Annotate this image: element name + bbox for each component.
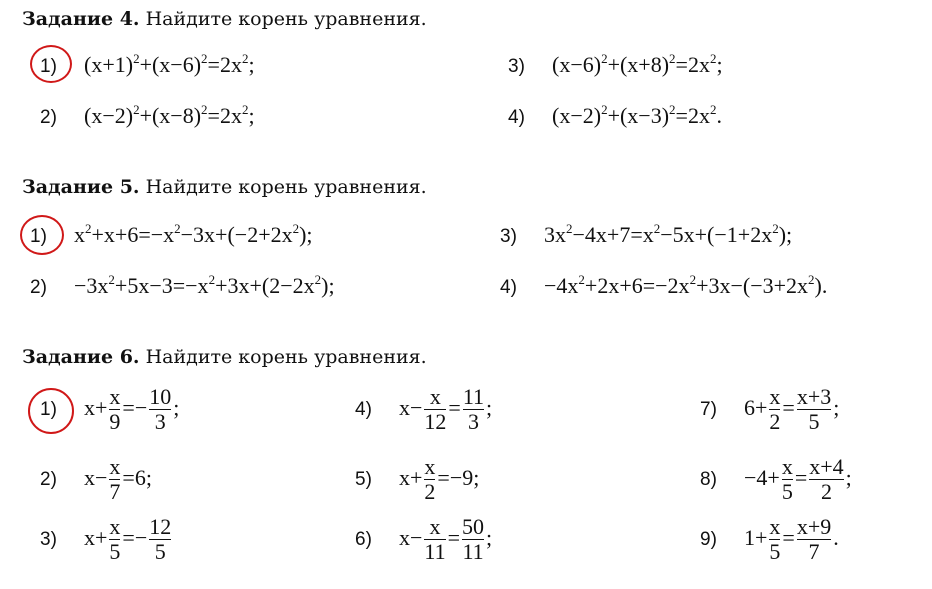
- item-number: 5): [355, 468, 372, 490]
- answer-circle-mark: [30, 45, 72, 83]
- fraction: [809, 455, 843, 504]
- task6-item-2: [40, 455, 152, 504]
- task6-title: [22, 346, 427, 368]
- task5-title: [22, 176, 427, 198]
- fraction: [797, 385, 831, 434]
- equation-lhs: −4+: [744, 464, 780, 490]
- denominator: 3: [154, 409, 166, 434]
- fraction: [462, 515, 484, 564]
- equation: $(x-6)^2+(x+8)^2=2x^2$;: [552, 51, 723, 77]
- equation: [744, 514, 839, 564]
- task6-item-8: [700, 455, 852, 504]
- denominator: 9: [109, 409, 121, 434]
- task4-title: [22, 8, 427, 30]
- task5-item-3: [500, 222, 792, 248]
- equation-lhs: x+: [84, 524, 108, 550]
- denominator: 5: [769, 539, 781, 564]
- item-number: 1): [30, 226, 47, 247]
- denominator: 7: [808, 539, 820, 564]
- equation-lhs: x−: [84, 464, 108, 490]
- numerator: x: [424, 454, 436, 479]
- equation: $(x-2)^2+(x-8)^2=2x^2$;: [84, 102, 255, 128]
- fraction: [769, 385, 780, 434]
- equation: [84, 454, 152, 504]
- item-number: 2): [40, 107, 57, 128]
- numerator: x+3: [796, 384, 832, 409]
- item-number: 3): [508, 56, 525, 77]
- numerator: x: [109, 454, 121, 479]
- item-number: 7): [700, 398, 717, 420]
- equals-part: =: [782, 524, 795, 550]
- task5-item-1: [30, 222, 313, 248]
- fraction: [769, 515, 780, 564]
- denominator: 5: [808, 409, 820, 434]
- terminator: ;: [173, 394, 180, 420]
- fraction: [424, 385, 446, 434]
- fraction: [109, 515, 120, 564]
- equation-lhs: 1+: [744, 524, 768, 550]
- denominator: 12: [424, 409, 447, 434]
- fraction: [424, 515, 445, 564]
- task5-item-4: [500, 273, 827, 299]
- equation: $(x-2)^2+(x-3)^2=2x^2$.: [552, 102, 722, 128]
- numerator: x+9: [796, 514, 832, 539]
- item-number: 4): [508, 107, 525, 128]
- terminator: ;: [486, 524, 493, 550]
- equation: [399, 454, 480, 504]
- terminator: ;: [833, 394, 840, 420]
- task6-item-5: [355, 455, 479, 504]
- task4-item-4: [508, 103, 722, 129]
- equals-part: =: [794, 464, 808, 490]
- equation: $-4x^2+2x+6=-2x^2+3x-(-3+2x^2)$.: [544, 272, 828, 298]
- equals-part: =: [782, 394, 795, 420]
- equation: $(x+1)^2+(x-6)^2=2x^2$;: [84, 51, 255, 77]
- equation-lhs: 6+: [744, 394, 768, 420]
- numerator: 11: [462, 384, 485, 409]
- equals-part: =: [448, 394, 461, 420]
- equals-part: =6;: [122, 464, 152, 490]
- item-number: 9): [700, 528, 717, 550]
- task6-instruction: Найдите корень уравнения.: [145, 346, 427, 368]
- numerator: x: [109, 384, 121, 409]
- numerator: x: [769, 384, 781, 409]
- answer-circle-mark: [28, 388, 74, 434]
- equation: [84, 514, 173, 564]
- numerator: x+4: [809, 454, 844, 479]
- task6-item-7: [700, 385, 839, 434]
- item-number: 3): [40, 528, 57, 550]
- numerator: x: [429, 514, 441, 539]
- task4-item-1: [40, 52, 255, 78]
- equation: $3x^2-4x+7=x^2-5x+(-1+2x^2)$;: [544, 221, 793, 247]
- equation: $x^2+x+6=-x^2-3x+(-2+2x^2)$;: [74, 221, 313, 247]
- fraction: [149, 515, 171, 564]
- denominator: 5: [154, 539, 166, 564]
- fraction: [109, 385, 120, 434]
- answer-circle-mark: [20, 215, 64, 255]
- terminator: .: [833, 524, 839, 550]
- numerator: 10: [149, 384, 172, 409]
- equation: [744, 454, 852, 504]
- task6-item-6: [355, 515, 492, 564]
- task4-item-3: [508, 52, 723, 78]
- task6-item-9: [700, 515, 839, 564]
- equation-lhs: x+: [399, 464, 423, 490]
- equation: [399, 514, 493, 564]
- denominator: 11: [424, 539, 446, 564]
- denominator: 3: [467, 409, 479, 434]
- numerator: x: [429, 384, 441, 409]
- equation-lhs: x−: [399, 524, 423, 550]
- equation: [84, 384, 180, 434]
- fraction: [109, 455, 120, 504]
- item-number: 6): [355, 528, 372, 550]
- terminator: ;: [486, 394, 493, 420]
- fraction: [782, 455, 793, 504]
- denominator: 2: [424, 479, 436, 504]
- fraction: [149, 385, 171, 434]
- equals-part: =: [447, 524, 461, 550]
- equation-lhs: x+: [84, 394, 108, 420]
- denominator: 11: [462, 539, 484, 564]
- task5-instruction: Найдите корень уравнения.: [145, 176, 427, 198]
- equation: [399, 384, 493, 434]
- task5-item-2: [30, 273, 335, 299]
- denominator: 5: [781, 479, 793, 504]
- task4-instruction: Найдите корень уравнения.: [145, 8, 427, 30]
- fraction: [463, 385, 484, 434]
- task4-heading: Задание 4.: [22, 8, 140, 30]
- task5-heading: Задание 5.: [22, 176, 140, 198]
- item-number: 4): [355, 398, 372, 420]
- equals-part: =−9;: [437, 464, 480, 490]
- numerator: x: [781, 454, 793, 479]
- task6-heading: Задание 6.: [22, 346, 140, 368]
- numerator: x: [769, 514, 781, 539]
- numerator: 12: [149, 514, 172, 539]
- item-number: 1): [40, 56, 57, 77]
- denominator: 5: [109, 539, 121, 564]
- equation: $-3x^2+5x-3=-x^2+3x+(2-2x^2)$;: [74, 272, 335, 298]
- task6-item-3: [40, 515, 173, 564]
- denominator: 2: [820, 479, 832, 504]
- task6-item-4: [355, 385, 492, 434]
- terminator: ;: [845, 464, 852, 490]
- equals-part: =−: [122, 524, 148, 550]
- equation-lhs: x−: [399, 394, 423, 420]
- item-number: 1): [40, 398, 57, 420]
- fraction: [797, 515, 831, 564]
- numerator: 50: [462, 514, 485, 539]
- equals-part: =−: [122, 394, 148, 420]
- numerator: x: [109, 514, 121, 539]
- fraction: [424, 455, 435, 504]
- item-number: 2): [30, 277, 47, 298]
- item-number: 2): [40, 468, 57, 490]
- item-number: 8): [700, 468, 717, 490]
- task4-item-2: [40, 103, 255, 129]
- item-number: 3): [500, 226, 517, 247]
- denominator: 7: [109, 479, 121, 504]
- denominator: 2: [769, 409, 781, 434]
- item-number: 4): [500, 277, 517, 298]
- equation: [744, 384, 840, 434]
